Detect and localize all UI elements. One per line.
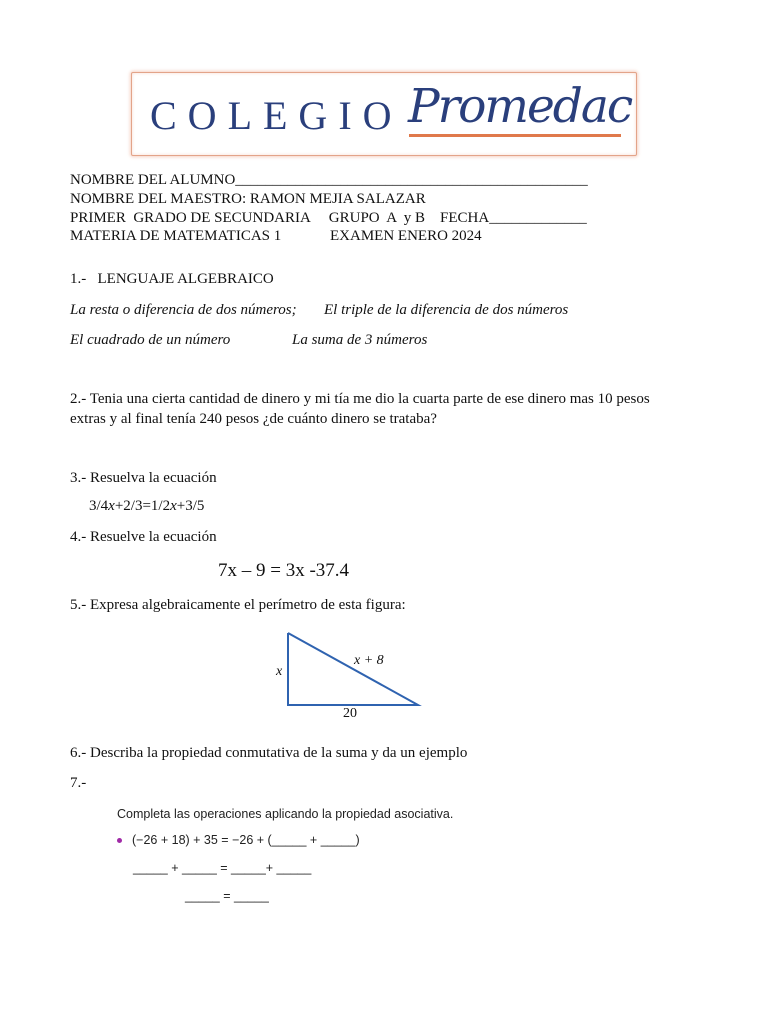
q4-equation: 7x – 9 = 3x -37.4: [218, 560, 350, 581]
q5-title: 5.- Expresa algebraicamente el perímetro de esta figura:: [70, 597, 406, 613]
q4-title: 4.- Resuelve la ecuación: [70, 529, 217, 545]
q1-item-sum-three: La suma de 3 números: [292, 332, 428, 348]
q7-number: 7.-: [70, 775, 87, 791]
q3-eq-variable: x: [108, 498, 115, 514]
q7-line-3: _____ = _____: [185, 889, 269, 903]
q6-title: 6.- Describa la propiedad conmutativa de la suma y da un ejemplo: [70, 745, 468, 761]
q7-line-1: (−26 + 18) + 35 = −26 + (_____ + _____): [132, 833, 360, 847]
student-name-line: NOMBRE DEL ALUMNO_______________________________________________: [70, 172, 588, 188]
q3-title: 3.- Resuelva la ecuación: [70, 470, 217, 486]
q1-item-square: El cuadrado de un número: [70, 332, 231, 348]
q1-item-triple-difference: El triple de la diferencia de dos números: [324, 302, 569, 318]
q3-equation: [89, 498, 204, 515]
q3-eq-part: 3/4: [89, 498, 109, 514]
hypotenuse-label-text: x + 8: [354, 653, 384, 668]
hypotenuse-label: [354, 653, 384, 669]
logo-text-colegio: COLEGIO: [150, 93, 403, 138]
logo-underline: [409, 134, 621, 137]
q1-item-difference: La resta o diferencia de dos números;: [70, 302, 297, 318]
q3-eq-part: +3/5: [176, 498, 205, 514]
bullet-icon: [117, 838, 122, 843]
q2-line-1: 2.- Tenia una cierta cantidad de dinero y mi tía me dio la cuarta parte de ese dinero mas 10 pesos: [70, 391, 650, 407]
grade-group-date-line: PRIMER GRADO DE SECUNDARIA GRUPO A y B FECHA_____________: [70, 210, 587, 226]
triangle-shape: [288, 633, 418, 705]
q2-line-2: extras y al final tenía 240 pesos ¿de cuánto dinero se trataba?: [70, 411, 437, 427]
q3-eq-part: +2/3=1/2: [114, 498, 171, 514]
q7-line-2: _____ + _____ = _____+ _____: [133, 861, 312, 875]
school-logo: [131, 72, 637, 156]
logo-text-promedac: Promedac: [408, 79, 632, 134]
teacher-name-line: NOMBRE DEL MAESTRO: RAMON MEJIA SALAZAR: [70, 191, 426, 207]
side-label-x: x: [276, 664, 283, 679]
q1-title: 1.- LENGUAJE ALGEBRAICO: [70, 271, 274, 287]
q7-instruction: Completa las operaciones aplicando la propiedad asociativa.: [117, 807, 454, 821]
subject-exam-line: MATERIA DE MATEMATICAS 1 EXAMEN ENERO 2024: [70, 228, 482, 244]
q3-eq-variable: x: [170, 498, 177, 514]
base-label-20: 20: [343, 706, 357, 721]
